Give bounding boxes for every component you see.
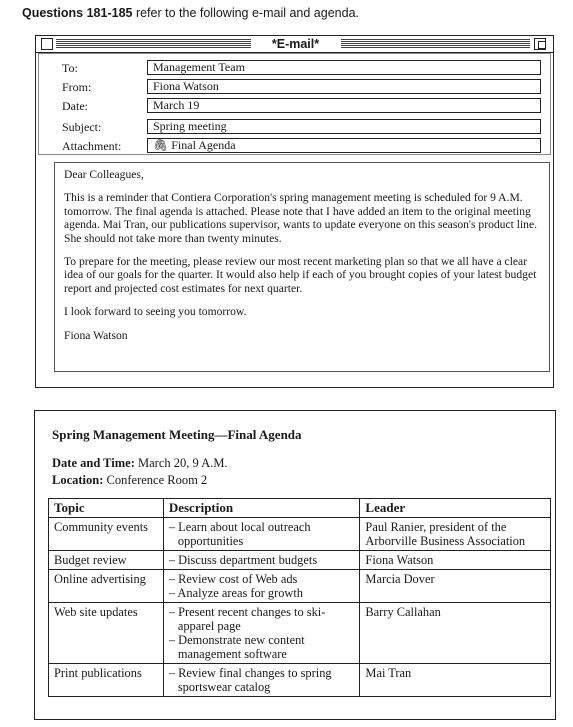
description-cell bbox=[163, 603, 360, 664]
question-header bbox=[22, 6, 359, 20]
email-paragraph-2: To prepare for the meeting, please review our most recent marketing plan so that we all have a clear idea of our goals for the quarter. It would also help if each of you brought copies of your latest budget report and projected cost estimates for next quarter. bbox=[64, 255, 537, 295]
field-subject-value: Spring meeting bbox=[147, 119, 541, 134]
field-attachment-value[interactable] bbox=[147, 138, 541, 153]
topic-cell: Community events bbox=[49, 518, 164, 551]
email-body[interactable] bbox=[54, 162, 550, 372]
leader-cell: Fiona Watson bbox=[360, 551, 551, 570]
description-line: – Review cost of Web ads bbox=[168, 572, 298, 586]
col-leader-header: Leader bbox=[360, 499, 551, 518]
agenda-location-value: Conference Room 2 bbox=[103, 473, 208, 487]
description-cell bbox=[163, 551, 360, 570]
agenda-title: Spring Management Meeting—Final Agenda bbox=[52, 427, 302, 442]
description-line: – Demonstrate new content management software bbox=[168, 633, 305, 661]
agenda-datetime bbox=[52, 456, 228, 471]
description-cell bbox=[163, 570, 360, 603]
field-from bbox=[36, 78, 555, 96]
description-line: – Present recent changes to ski-apparel page bbox=[168, 605, 326, 633]
table-row bbox=[49, 603, 551, 664]
attachment-name: Final Agenda bbox=[171, 138, 236, 152]
description-line: – Learn about local outreach opportunities bbox=[168, 520, 311, 548]
topic-cell: Print publications bbox=[49, 664, 164, 697]
topic-cell: Online advertising bbox=[49, 570, 164, 603]
agenda-document bbox=[34, 410, 556, 720]
field-to-label: To: bbox=[62, 61, 78, 75]
field-from-label: From: bbox=[62, 80, 92, 94]
table-row bbox=[49, 664, 551, 697]
field-from-value: Fiona Watson bbox=[147, 79, 541, 94]
field-subject-label: Subject: bbox=[62, 120, 102, 134]
field-subject bbox=[36, 118, 555, 136]
description-line: – Analyze areas for growth bbox=[168, 586, 304, 600]
leader-cell: Mai Tran bbox=[360, 664, 551, 697]
email-paragraph-1: This is a reminder that Contiera Corporation's spring management meeting is scheduled for 9 A.M. tomorrow. The final agenda is attached. Please note that I have added an item to the original meeting agenda. Mai Tran, our publications supervisor, wants to update everyone on this season's product line. She should not take more than twenty minutes. bbox=[64, 191, 538, 245]
field-date-value: March 19 bbox=[147, 98, 541, 113]
agenda-table bbox=[48, 498, 551, 697]
email-title-bar bbox=[36, 36, 553, 53]
description-line: – Review final changes to spring sportswear catalog bbox=[168, 666, 332, 694]
agenda-location-label: Location: bbox=[52, 473, 104, 487]
question-range: Questions 181-185 bbox=[22, 6, 133, 20]
table-row bbox=[49, 551, 551, 570]
table-row bbox=[49, 518, 551, 551]
leader-cell: Paul Ranier, president of the Arborville Business Association bbox=[360, 518, 551, 551]
field-to bbox=[36, 59, 555, 77]
table-row bbox=[49, 570, 551, 603]
paperclip-icon: 🖇 bbox=[153, 138, 169, 152]
field-to-value: Management Team bbox=[147, 60, 541, 75]
topic-cell: Budget review bbox=[49, 551, 164, 570]
email-window bbox=[35, 35, 554, 388]
leader-cell: Barry Callahan bbox=[360, 603, 551, 664]
field-date-label: Date: bbox=[62, 99, 88, 113]
field-attachment bbox=[36, 137, 555, 155]
col-description-header: Description bbox=[163, 499, 360, 518]
description-cell bbox=[163, 518, 360, 551]
email-greeting: Dear Colleagues, bbox=[64, 168, 144, 181]
agenda-datetime-value: March 20, 9 A.M. bbox=[134, 456, 228, 470]
leader-cell: Marcia Dover bbox=[360, 570, 551, 603]
field-date bbox=[36, 97, 555, 115]
question-instruction: refer to the following e-mail and agenda. bbox=[132, 6, 359, 20]
agenda-datetime-label: Date and Time: bbox=[52, 456, 135, 470]
col-topic-header: Topic bbox=[49, 499, 164, 518]
email-signature: Fiona Watson bbox=[64, 328, 128, 342]
description-line: – Discuss department budgets bbox=[168, 553, 318, 567]
email-paragraph-3: I look forward to seeing you tomorrow. bbox=[64, 305, 247, 319]
email-window-title: *E-mail* bbox=[266, 37, 325, 51]
topic-cell: Web site updates bbox=[49, 603, 164, 664]
description-cell bbox=[163, 664, 360, 697]
field-attachment-label: Attachment: bbox=[62, 139, 122, 153]
agenda-header-row bbox=[49, 499, 551, 518]
agenda-location bbox=[52, 473, 207, 488]
